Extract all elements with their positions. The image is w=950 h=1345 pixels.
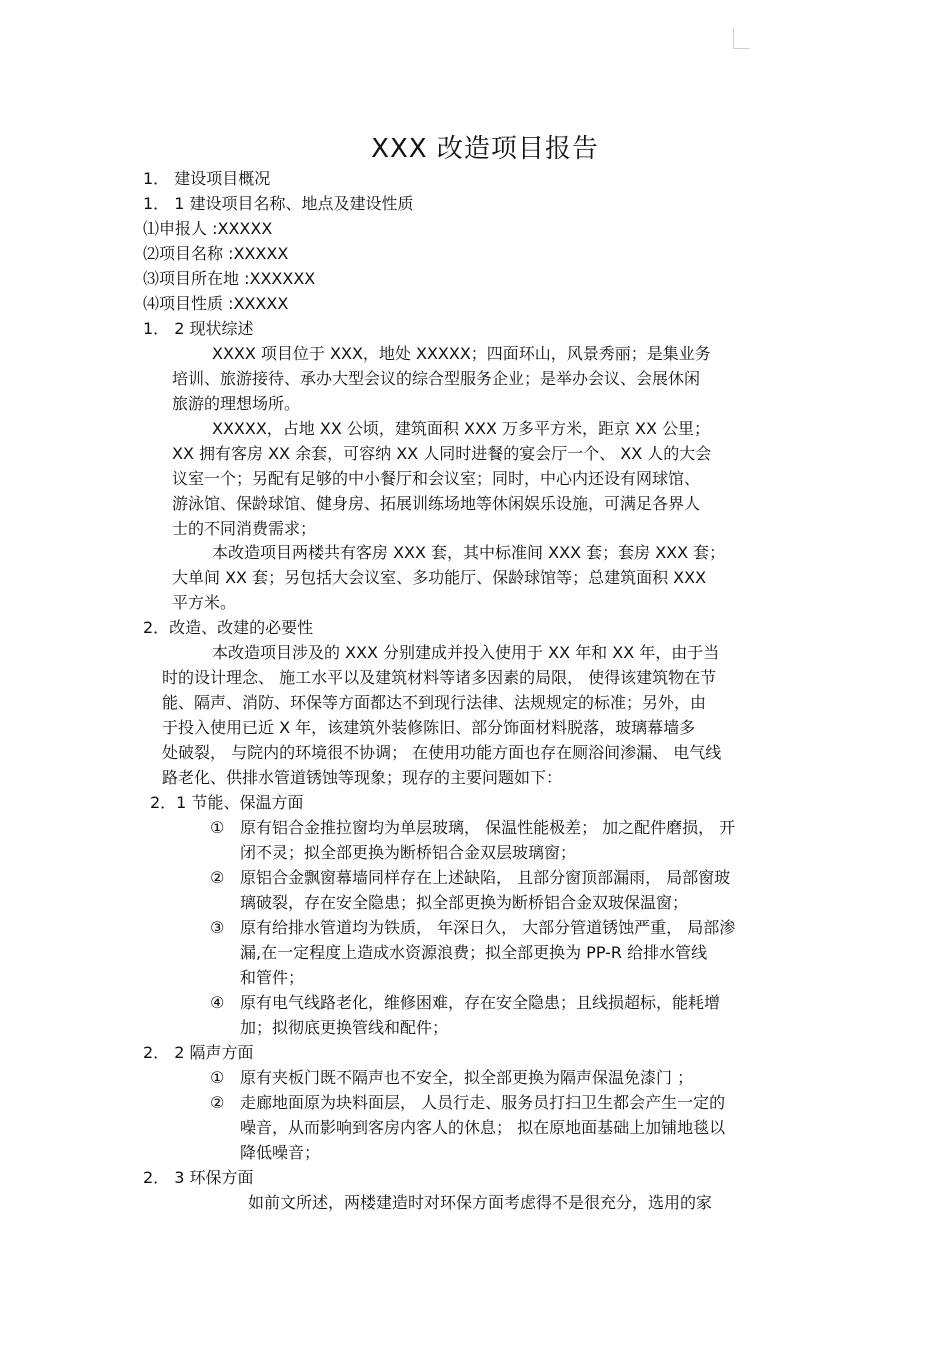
list-marker: ① <box>210 818 225 837</box>
paragraph-line: 议室一个；另配有足够的中小餐厅和会议室；同时，中心内还设有网球馆、 <box>172 469 701 488</box>
paragraph-line: 士的不同消费需求； <box>172 519 317 538</box>
list-item-line: 降低噪音； <box>240 1143 321 1162</box>
list-marker: ① <box>210 1068 225 1087</box>
list-item-line: 闭不灵；拟全部更换为断桥铝合金双层玻璃窗； <box>240 843 577 862</box>
section-2-2-heading: 2． 2 隔声方面 <box>143 1043 254 1062</box>
list-item-line: 漏,在一定程度上造成水资源浪费；拟全部更换为 PP-R 给排水管线 <box>240 943 708 962</box>
list-marker: ③ <box>210 918 225 937</box>
paragraph-line: XXXXX，占地 XX 公顷，建筑面积 XXX 万多平方米，距京 XX 公里； <box>212 419 711 438</box>
document-title: XXX 改造项目报告 <box>371 134 599 164</box>
section-2-3-heading: 2． 3 环保方面 <box>143 1168 254 1187</box>
list-item-line: 原有夹板门既不隔声也不安全，拟全部更换为隔声保温免漆门 ； <box>240 1068 694 1087</box>
section-1-1-heading: 1． 1 建设项目名称、地点及建设性质 <box>143 194 414 213</box>
page-corner-mark <box>733 28 750 49</box>
paragraph-line: 大单间 XX 套；另包括大会议室、多功能厅、保龄球馆等；总建筑面积 XXX <box>172 568 707 587</box>
paragraph-line: 旅游的理想场所。 <box>172 394 301 413</box>
list-item-line: 加；拟彻底更换管线和配件； <box>240 1018 449 1037</box>
paragraph-line: 如前文所述，两楼建造时对环保方面考虑得不是很充分，选用的家 <box>248 1193 713 1212</box>
list-item-line: 原铝合金飘窗幕墙同样存在上述缺陷， 且部分窗顶部漏雨， 局部窗玻 <box>240 868 731 887</box>
list-item-line: 璃破裂，存在安全隐患；拟全部更换为断桥铝合金双玻保温窗； <box>240 893 689 912</box>
section-2-heading: 2．改造、改建的必要性 <box>143 618 314 637</box>
paragraph-line: XXXX 项目位于 XXX，地处 XXXXX；四面环山，风景秀丽；是集业务 <box>212 344 711 363</box>
paragraph-line: 处破裂， 与院内的环境很不协调； 在使用功能方面也存在厕浴间渗漏、 电气线 <box>162 743 722 762</box>
list-item-line: 走廊地面原为块料面层， 人员行走、服务员打扫卫生都会产生一定的 <box>240 1093 726 1112</box>
list-marker: ④ <box>210 993 225 1012</box>
section-2-1-heading: 2．1 节能、保温方面 <box>150 793 304 812</box>
list-item-project-name: ⑵项目名称 :XXXXX <box>143 244 289 263</box>
list-item-line: 原有给排水管道均为铁质， 年深日久， 大部分管道锈蚀严重， 局部渗 <box>240 918 736 937</box>
paragraph-line: 时的设计理念、 施工水平以及建筑材料等诸多因素的局限， 使得该建筑物在节 <box>162 668 717 687</box>
list-item-line: 和管件； <box>240 968 305 987</box>
list-marker: ② <box>210 1093 225 1112</box>
paragraph-line: XX 拥有客房 XX 余套，可容纳 XX 人同时进餐的宴会厅一个、 XX 人的大会 <box>172 444 712 463</box>
paragraph-line: 本改造项目涉及的 XXX 分别建成并投入使用于 XX 年和 XX 年，由于当 <box>212 643 720 662</box>
list-item-line: 原有铝合金推拉窗均为单层玻璃， 保温性能极差； 加之配件磨损， 开 <box>240 818 736 837</box>
list-marker: ② <box>210 868 225 887</box>
list-item-nature: ⑷项目性质 :XXXXX <box>143 294 289 313</box>
list-item-applicant: ⑴申报人 :XXXXX <box>143 219 273 238</box>
section-1-heading: 1． 建设项目概况 <box>143 169 271 188</box>
list-item-line: 原有电气线路老化，维修困难，存在安全隐患；且线损超标，能耗增 <box>240 993 721 1012</box>
paragraph-line: 本改造项目两楼共有客房 XXX 套，其中标准间 XXX 套；套房 XXX 套； <box>212 543 726 562</box>
paragraph-line: 游泳馆、保龄球馆、健身房、拓展训练场地等休闲娱乐设施，可满足各界人 <box>172 494 701 513</box>
paragraph-line: 路老化、供排水管道锈蚀等现象；现存的主要问题如下： <box>162 768 563 787</box>
paragraph-line: 培训、旅游接待、承办大型会议的综合型服务企业；是举办会议、会展休闲 <box>172 369 701 388</box>
section-1-2-heading: 1． 2 现状综述 <box>143 319 254 338</box>
paragraph-line: 于投入使用已近 X 年，该建筑外装修陈旧、部分饰面材料脱落，玻璃幕墙多 <box>162 718 696 737</box>
paragraph-line: 能、隔声、消防、环保等方面都达不到现行法律、法规规定的标准；另外，由 <box>162 693 707 712</box>
paragraph-line: 平方米。 <box>172 593 237 612</box>
list-item-location: ⑶项目所在地 :XXXXXX <box>143 269 316 288</box>
list-item-line: 噪音，从而影响到客房内客人的休息； 拟在原地面基础上加铺地毯以 <box>240 1118 726 1137</box>
